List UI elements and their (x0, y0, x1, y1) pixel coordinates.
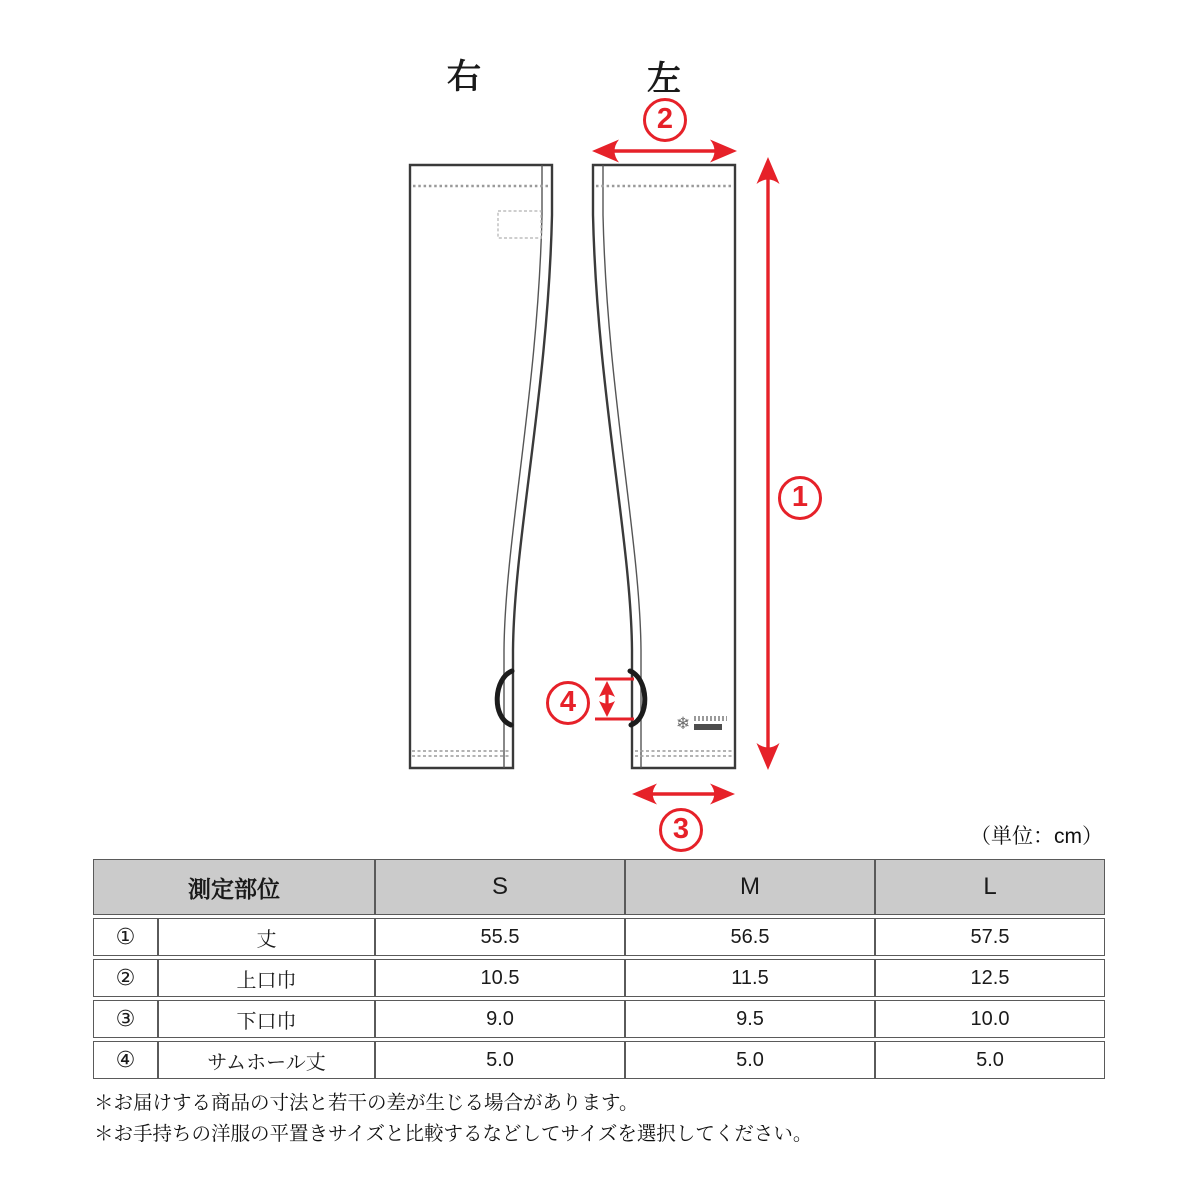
row-number-cell: ② (93, 959, 158, 997)
table-row (93, 1000, 1105, 1038)
part-cell: 丈 (158, 918, 375, 956)
unit-label: （単位：cm） (970, 825, 1103, 848)
arrow-length (757, 157, 780, 770)
row-number-cell: ④ (93, 1041, 158, 1079)
size-m-cell: 5.0 (625, 1041, 875, 1079)
size-l-cell: 57.5 (875, 918, 1105, 956)
note-line: ＊お届けする商品の寸法と若干の差が生じる場合があります。 (94, 1092, 639, 1114)
size-s-cell: 9.0 (375, 1000, 625, 1038)
table-row (93, 918, 1105, 956)
right-sleeve-label: 右 (447, 58, 481, 96)
note-line: ＊お手持ちの洋服の平置きサイズと比較するなどしてサイズを選択してください。 (94, 1123, 813, 1145)
arrow-bottom-width (632, 784, 735, 805)
marker-2-top-width: 2 (643, 98, 687, 142)
arrow-top-width (592, 140, 737, 163)
header-size-l: L (875, 859, 1105, 915)
size-m-cell: 9.5 (625, 1000, 875, 1038)
table-row (93, 1041, 1105, 1079)
marker-3-bottom-width: 3 (659, 808, 703, 852)
marker-4-thumbhole: 4 (546, 681, 590, 725)
size-m-cell: 56.5 (625, 918, 875, 956)
brand-logo (676, 710, 736, 736)
header-size-s: S (375, 859, 625, 915)
size-l-cell: 12.5 (875, 959, 1105, 997)
left-sleeve-label: 左 (647, 60, 681, 98)
part-cell: 下口巾 (158, 1000, 375, 1038)
size-s-cell: 5.0 (375, 1041, 625, 1079)
size-s-cell: 55.5 (375, 918, 625, 956)
size-l-cell: 5.0 (875, 1041, 1105, 1079)
part-cell: 上口巾 (158, 959, 375, 997)
marker-1-length: 1 (778, 476, 822, 520)
row-number-cell: ① (93, 918, 158, 956)
right-sleeve-drawing (410, 165, 552, 768)
footer-notes (94, 1088, 812, 1150)
table-row (93, 959, 1105, 997)
header-part-cell: 測定部位 (93, 859, 375, 915)
size-s-cell: 10.5 (375, 959, 625, 997)
care-tag (498, 211, 541, 238)
row-number-cell: ③ (93, 1000, 158, 1038)
snowflake-icon: ❄ (676, 713, 691, 733)
table-header-row (93, 859, 1105, 915)
brand-text-lines (694, 716, 727, 730)
header-size-m: M (625, 859, 875, 915)
size-table (93, 856, 1105, 1082)
size-l-cell: 10.0 (875, 1000, 1105, 1038)
arrow-thumbhole (595, 679, 634, 719)
size-m-cell: 11.5 (625, 959, 875, 997)
part-cell: サムホール丈 (158, 1041, 375, 1079)
